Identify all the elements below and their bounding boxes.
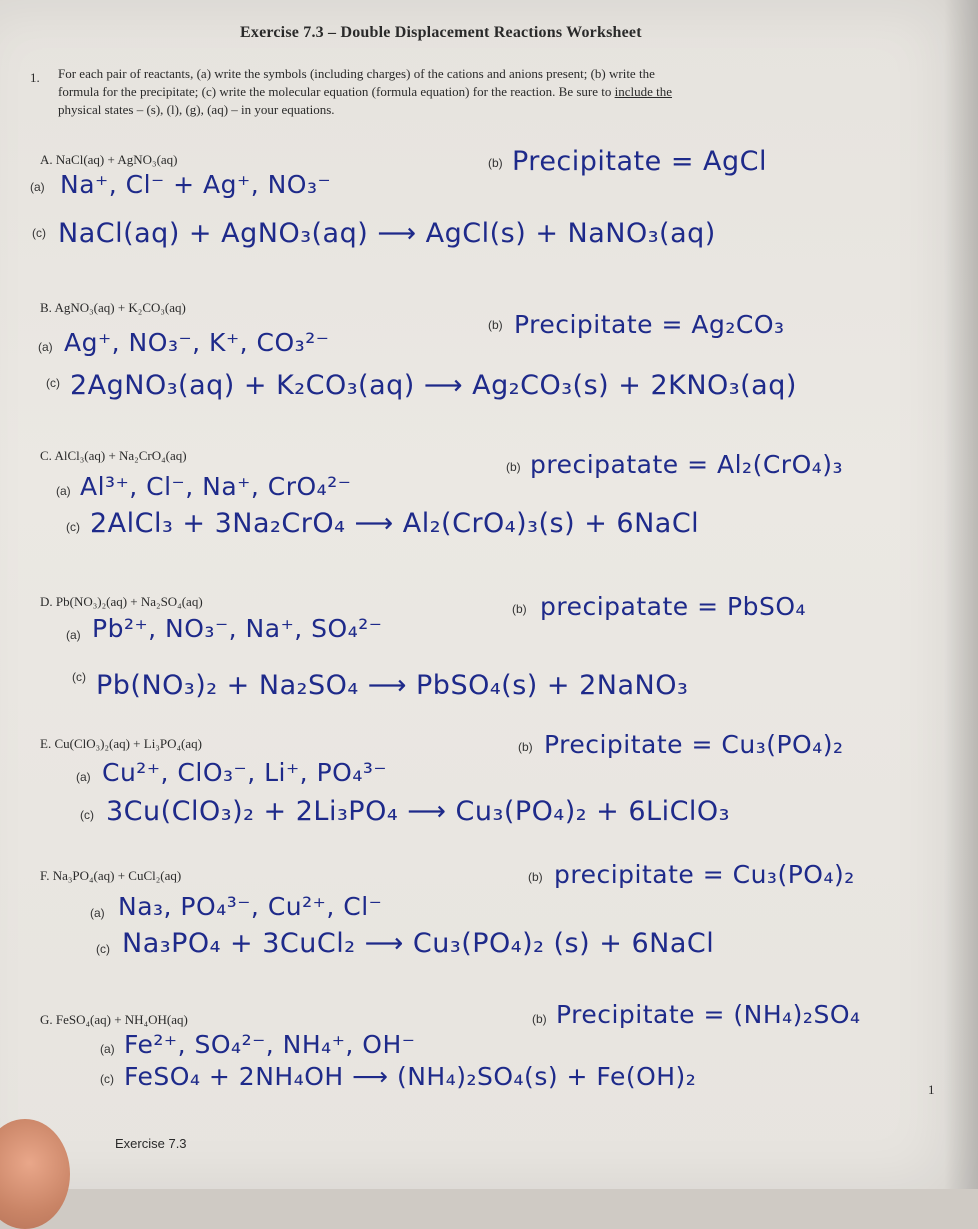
label-a-c: (c) bbox=[32, 226, 46, 240]
label-f-c: (c) bbox=[96, 942, 110, 956]
thumb bbox=[0, 1119, 70, 1229]
label-g-c: (c) bbox=[100, 1072, 114, 1086]
reactants-d: D. Pb(NO₃)₂(aq) + Na₂SO₄(aq) bbox=[40, 594, 203, 609]
answer-e-precipitate: Precipitate = Cu₃(PO₄)₂ bbox=[544, 730, 844, 759]
reactants-f: F. Na₃PO₄(aq) + CuCl₂(aq) bbox=[40, 868, 182, 883]
answer-f-ions: Na₃, PO₄³⁻, Cu²⁺, Cl⁻ bbox=[118, 892, 383, 921]
label-b-c: (c) bbox=[46, 376, 60, 390]
question-number: 1. bbox=[30, 70, 40, 85]
reactants-e: E. Cu(ClO₃)₂(aq) + Li₃PO₄(aq) bbox=[40, 736, 202, 751]
label-b-a: (a) bbox=[38, 340, 53, 354]
answer-e-ions: Cu²⁺, ClO₃⁻, Li⁺, PO₄³⁻ bbox=[102, 758, 388, 787]
answer-b-precipitate: Precipitate = Ag₂CO₃ bbox=[514, 310, 785, 339]
reactants-c: C. AlCl₃(aq) + Na₂CrO₄(aq) bbox=[40, 448, 187, 463]
answer-b-ions: Ag⁺, NO₃⁻, K⁺, CO₃²⁻ bbox=[64, 328, 330, 357]
reactants-g: G. FeSO₄(aq) + NH₄OH(aq) bbox=[40, 1012, 188, 1027]
page-number: 1 bbox=[928, 1082, 935, 1097]
label-b-b: (b) bbox=[488, 318, 503, 332]
label-a-b: (b) bbox=[488, 156, 503, 170]
answer-d-equation: Pb(NO₃)₂ + Na₂SO₄ ⟶ PbSO₄(s) + 2NaNO₃ bbox=[96, 670, 689, 701]
instructions-line-3: physical states – (s), (l), (g), (aq) – in your equations. bbox=[58, 102, 335, 117]
answer-a-precipitate: Precipitate = AgCl bbox=[512, 146, 767, 177]
label-d-a: (a) bbox=[66, 628, 81, 642]
label-g-a: (a) bbox=[100, 1042, 115, 1056]
answer-c-equation: 2AlCl₃ + 3Na₂CrO₄ ⟶ Al₂(CrO₄)₃(s) + 6NaCl bbox=[90, 508, 700, 539]
instructions-line-2 bbox=[58, 84, 672, 100]
instructions-line-2-underlined: include the bbox=[614, 84, 673, 99]
label-d-c: (c) bbox=[72, 670, 86, 684]
answer-a-ions: Na⁺, Cl⁻ + Ag⁺, NO₃⁻ bbox=[60, 170, 332, 199]
answer-b-equation: 2AgNO₃(aq) + K₂CO₃(aq) ⟶ Ag₂CO₃(s) + 2KNO₃(aq) bbox=[70, 370, 797, 401]
label-c-b: (b) bbox=[506, 460, 521, 474]
label-f-a: (a) bbox=[90, 906, 105, 920]
instructions-line-1: For each pair of reactants, (a) write the symbols (including charges) of the cations and anions present; (b) write the bbox=[58, 66, 655, 81]
label-d-b: (b) bbox=[512, 602, 527, 616]
label-e-c: (c) bbox=[80, 808, 94, 822]
label-e-b: (b) bbox=[518, 740, 533, 754]
answer-f-precipitate: precipitate = Cu₃(PO₄)₂ bbox=[554, 860, 855, 889]
answer-e-equation: 3Cu(ClO₃)₂ + 2Li₃PO₄ ⟶ Cu₃(PO₄)₂ + 6LiClO₃ bbox=[106, 796, 731, 827]
label-f-b: (b) bbox=[528, 870, 543, 884]
footer-label: Exercise 7.3 bbox=[115, 1136, 187, 1151]
answer-g-ions: Fe²⁺, SO₄²⁻, NH₄⁺, OH⁻ bbox=[124, 1030, 416, 1059]
label-c-c: (c) bbox=[66, 520, 80, 534]
answer-c-ions: Al³⁺, Cl⁻, Na⁺, CrO₄²⁻ bbox=[80, 472, 352, 501]
instructions-line-2-text: formula for the precipitate; (c) write the molecular equation (formula equation) for the reaction. Be sure to bbox=[58, 84, 615, 99]
reactants-b: B. AgNO₃(aq) + K₂CO₃(aq) bbox=[40, 300, 186, 315]
label-c-a: (a) bbox=[56, 484, 71, 498]
label-a-a: (a) bbox=[30, 180, 45, 194]
answer-a-equation: NaCl(aq) + AgNO₃(aq) ⟶ AgCl(s) + NaNO₃(aq) bbox=[58, 218, 716, 249]
answer-g-equation: FeSO₄ + 2NH₄OH ⟶ (NH₄)₂SO₄(s) + Fe(OH)₂ bbox=[124, 1062, 697, 1091]
reactants-a: A. NaCl(aq) + AgNO₃(aq) bbox=[40, 152, 178, 167]
answer-g-precipitate: Precipitate = (NH₄)₂SO₄ bbox=[556, 1000, 861, 1029]
answer-d-precipitate: precipatate = PbSO₄ bbox=[540, 592, 807, 621]
answer-d-ions: Pb²⁺, NO₃⁻, Na⁺, SO₄²⁻ bbox=[92, 614, 383, 643]
label-g-b: (b) bbox=[532, 1012, 547, 1026]
answer-f-equation: Na₃PO₄ + 3CuCl₂ ⟶ Cu₃(PO₄)₂ (s) + 6NaCl bbox=[122, 928, 715, 959]
answer-c-precipitate: precipatate = Al₂(CrO₄)₃ bbox=[530, 450, 844, 479]
worksheet-title: Exercise 7.3 – Double Displacement Reactions Worksheet bbox=[240, 24, 642, 41]
page-shadow bbox=[944, 0, 978, 1189]
label-e-a: (a) bbox=[76, 770, 91, 784]
